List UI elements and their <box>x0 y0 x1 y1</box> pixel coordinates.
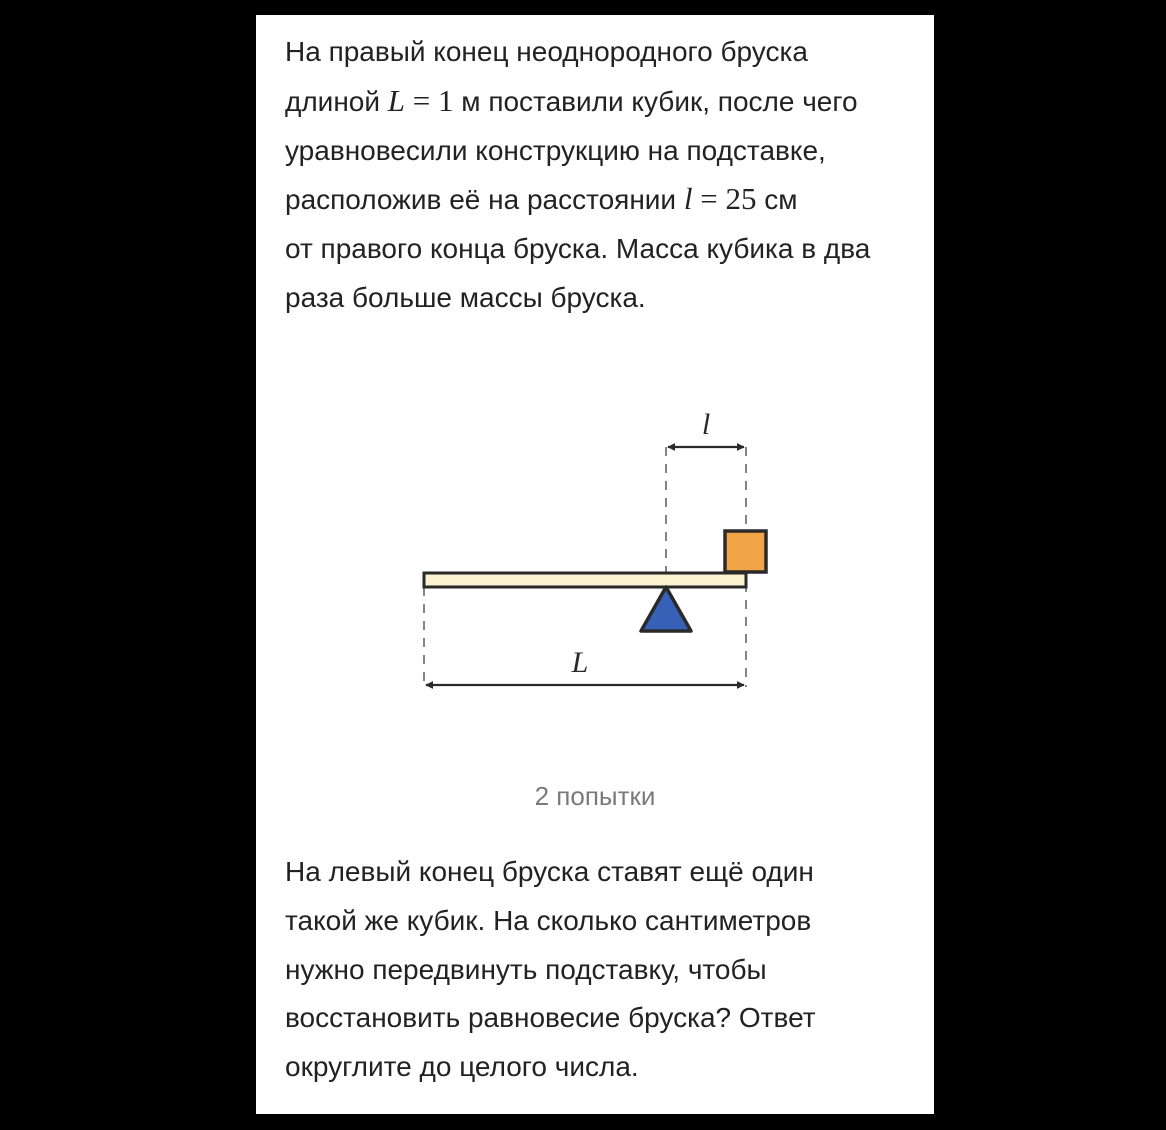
statement-line-1: На правый конец неоднородного бруска <box>285 36 808 67</box>
support-triangle <box>641 587 691 631</box>
problem-question <box>285 848 905 1092</box>
big-L-label: L <box>571 646 589 679</box>
problem-statement <box>285 28 905 323</box>
distance-value: = 25 <box>692 181 757 217</box>
problem-card <box>256 15 934 1114</box>
small-l-label: l <box>701 408 711 441</box>
question-line-2: такой же кубик. На сколько сантиметров <box>285 904 812 936</box>
length-value: = 1 <box>405 82 454 118</box>
statement-line-6: раза больше массы бруска. <box>285 281 646 313</box>
statement-line-4-start: расположив её на расстоянии <box>285 184 684 216</box>
statement-line-5: от правого конца бруска. Масса кубика в два <box>285 233 871 265</box>
question-line-3: нужно передвинуть подставку, чтобы <box>285 953 767 985</box>
cube <box>725 531 766 572</box>
statement-line-2-end: м поставили кубик, после чего <box>453 85 858 117</box>
statement-line-3: уравновесили конструкцию на подставке, <box>285 134 826 166</box>
length-variable: L <box>387 82 406 118</box>
statement-line-2-start: длиной <box>285 85 388 117</box>
length-formula <box>388 83 454 118</box>
question-line-4: восстановить равновесие бруска? Ответ <box>285 1002 816 1034</box>
question-line-5: округлите до целого числа. <box>285 1051 639 1083</box>
distance-variable: l <box>683 181 693 217</box>
beam <box>424 573 746 587</box>
attempts-counter: 2 попытки <box>534 781 656 811</box>
distance-formula <box>684 181 757 216</box>
statement-line-4-end: см <box>756 184 798 216</box>
question-line-1: На левый конец бруска ставят ещё один <box>285 856 814 887</box>
